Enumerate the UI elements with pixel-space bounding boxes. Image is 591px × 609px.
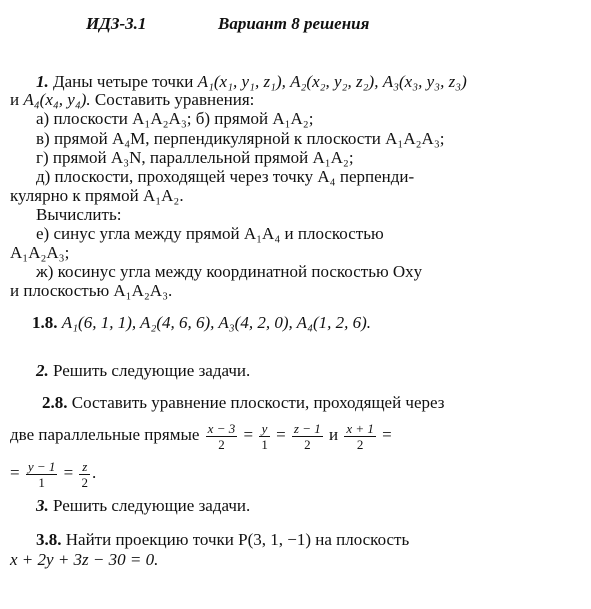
fraction: $\frac{x + 1}{2}$	[346, 420, 374, 452]
p1-item-d2: кулярно к прямой A₁A₂.	[10, 186, 184, 205]
p28-and: и	[329, 425, 339, 444]
fraction: $\frac{z}{2}$	[81, 458, 88, 490]
p38-line1	[36, 530, 409, 550]
p3-text: Решить следующие задачи.	[53, 496, 251, 515]
p1-line1	[36, 72, 467, 92]
p2-text: Решить следующие задачи.	[53, 361, 251, 380]
p1-and: и	[10, 90, 20, 109]
p1-point-a2: A₂(x₂, y₂, z₂),	[290, 72, 379, 91]
p1-point-a4: A₄(x₄, y₄).	[23, 90, 91, 109]
fraction: $\frac{y - 1}{1}$	[27, 458, 56, 490]
fraction: $\frac{x - 3}{2}$	[207, 420, 236, 452]
p18-number: 1.8.	[32, 313, 58, 332]
p28-line1	[42, 393, 445, 413]
p1-intro-b: Составить уравнения:	[94, 90, 255, 109]
p1-item-e1: е) синус угла между прямой A₁A₄ и плоскостью	[36, 224, 384, 243]
p38-number: 3.8.	[36, 530, 62, 549]
p18-points: A₁(6, 1, 1), A₂(4, 6, 6), A₃(4, 2, 0), A₄(1, 2, 6).	[61, 313, 372, 332]
p1-intro: Даны четыре точки	[53, 72, 194, 91]
p28-text2: две параллельные прямые	[10, 425, 200, 444]
fraction: $\frac{z - 1}{2}$	[293, 420, 321, 452]
p1-calc: Вычислить:	[36, 205, 122, 224]
p18-line	[32, 313, 371, 333]
p1-item-v: в) прямой A₄M, перпендикулярной к плоскости A₁A₂A₃;	[36, 129, 445, 148]
p1-item-g: г) прямой A₃N, параллельной прямой A₁A₂;	[36, 148, 354, 167]
p38-text1: Найти проекцию точки P(3, 1, −1) на плоскость	[65, 530, 410, 549]
p3-number: 3.	[36, 496, 49, 515]
p28-line3: = $\frac{y - 1}{1}$ = $\frac{z}{2}$ .	[10, 458, 97, 490]
doc-title: ИДЗ-3.1	[86, 14, 147, 33]
p38-equation: x + 2y + 3z − 30 = 0.	[10, 550, 159, 569]
p1-item-zh1: ж) косинус угла между координатной поскостью Oxy	[36, 262, 423, 281]
fraction: $\frac{y}{1}$	[261, 420, 268, 452]
p28-number: 2.8.	[42, 393, 68, 412]
p3-line	[36, 496, 250, 516]
p1-item-e2: A₁A₂A₃;	[10, 243, 70, 262]
p1-item-zh2: и плоскостью A₁A₂A₃.	[10, 281, 173, 300]
p2-number: 2.	[36, 361, 49, 380]
p1-line2	[10, 90, 254, 110]
p28-line2: две параллельные прямые $\frac{x - 3}{2}$ = $\frac{y}{1}$ = $\frac{z - 1}{2}$ и $\frac{x + 1}{2}$ =	[10, 420, 392, 452]
variant-title: Вариант 8 решения	[218, 14, 370, 33]
p1-number: 1.	[36, 72, 49, 91]
p1-point-a3: A₃(x₃, y₃, z₃)	[382, 72, 467, 91]
p1-point-a1: A₁(x₁, y₁, z₁),	[197, 72, 286, 91]
p1-item-a: а) плоскости A₁A₂A₃; б) прямой A₁A₂;	[36, 109, 314, 128]
p1-item-d1: д) плоскости, проходящей через точку A₄ перпенди-	[36, 167, 415, 186]
p2-line	[36, 361, 250, 381]
p28-text1: Составить уравнение плоскости, проходящей через	[71, 393, 445, 412]
